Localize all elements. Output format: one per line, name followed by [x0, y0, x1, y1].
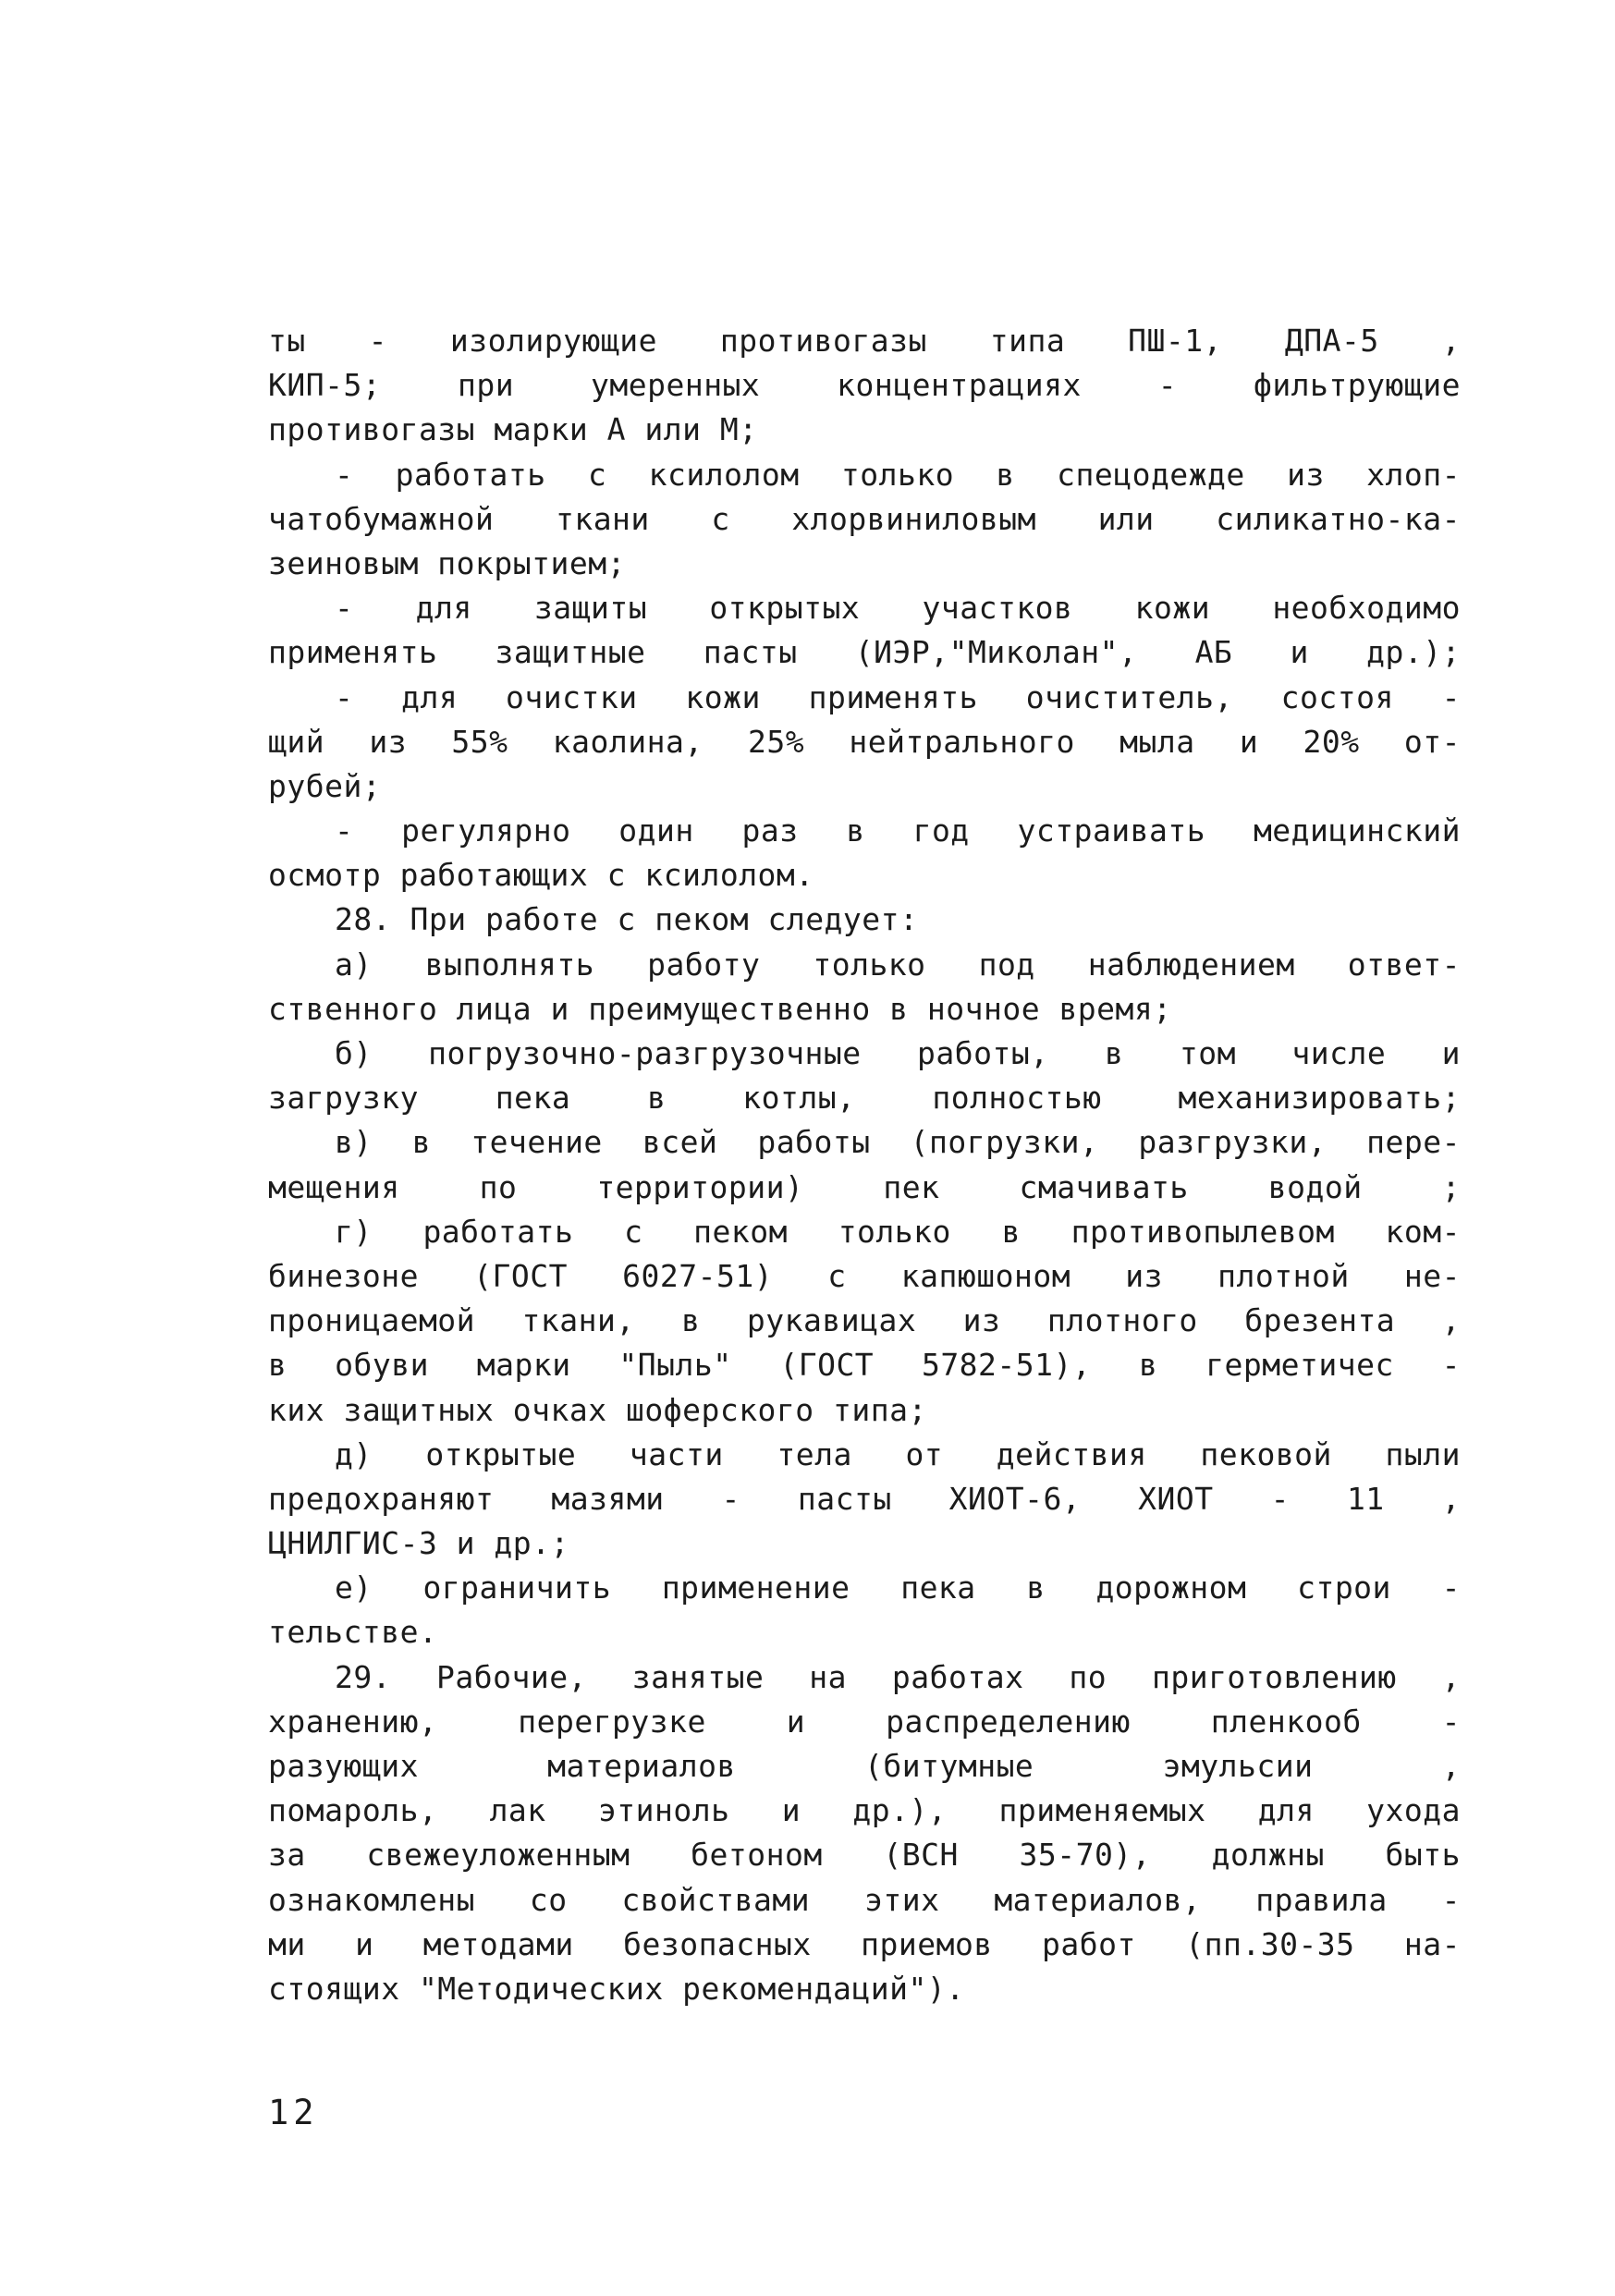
text-line: проницаемой ткани, в рукавицах из плотного брезента , — [268, 1302, 1461, 1339]
text-line: зеиновым покрытием; — [268, 544, 626, 581]
body-text — [268, 319, 1461, 2011]
text-line: - регулярно один раз в год устраивать медицинский — [335, 812, 1461, 849]
text-line: - работать с ксилолом только в спецодежде из хлоп- — [335, 456, 1461, 493]
text-line: за свежеуложенным бетоном (ВСН 35-70), должны быть — [268, 1837, 1461, 1874]
text-line: ственного лица и преимущественно в ночное время; — [268, 990, 1172, 1027]
text-line: осмотр работающих с ксилолом. — [268, 857, 814, 894]
text-line: помароль, лак этиноль и др.), применяемых для ухода — [268, 1792, 1461, 1829]
text-line: щий из 55% каолина, 25% нейтрального мыла и 20% от- — [268, 723, 1461, 760]
text-line: ЦНИЛГИС-3 и др.; — [268, 1525, 569, 1562]
text-line: чатобумажной ткани с хлорвиниловым или силикатно-ка- — [268, 500, 1461, 537]
text-line: д) открытые части тела от действия пековой пыли — [335, 1435, 1461, 1472]
text-line: в) в течение всей работы (погрузки, разгрузки, пере- — [335, 1124, 1461, 1161]
section-heading-28: 28. При работе с пеком следует: — [335, 901, 919, 938]
text-line: мещения по территории) пек смачивать водой ; — [268, 1168, 1461, 1205]
text-line: - для защиты открытых участков кожи необходимо — [335, 590, 1461, 627]
text-line: тельстве. — [268, 1614, 438, 1651]
section-heading-29: 29. Рабочие, занятые на работах по приготовлению , — [335, 1658, 1461, 1695]
text-line: ознакомлены со свойствами этих материалов, правила - — [268, 1881, 1461, 1918]
text-line: в обуви марки "Пыль" (ГОСТ 5782-51), в герметичес - — [268, 1347, 1461, 1384]
text-line: а) выполнять работу только под наблюдением ответ- — [335, 946, 1461, 983]
text-line: рубей; — [268, 767, 382, 804]
text-line: ты - изолирующие противогазы типа ПШ-1, ДПА-5 , — [268, 323, 1461, 359]
text-line: ких защитных очках шоферского типа; — [268, 1391, 927, 1428]
text-line: загрузку пека в котлы, полностью механизировать; — [268, 1080, 1461, 1117]
text-line: е) ограничить применение пека в дорожном строи - — [335, 1569, 1461, 1606]
text-line: - для очистки кожи применять очиститель, состоя - — [335, 678, 1461, 715]
text-line: разующих материалов (битумные эмульсии , — [268, 1748, 1461, 1784]
text-line: стоящих "Методических рекомендаций"). — [268, 1970, 965, 2007]
text-line: г) работать с пеком только в противопылевом ком- — [335, 1213, 1461, 1250]
text-line: ми и методами безопасных приемов работ (пп.30-35 на- — [268, 1925, 1461, 1962]
text-line: предохраняют мазями - пасты ХИОТ-6, ХИОТ - 11 , — [268, 1480, 1461, 1517]
page-number: 12 — [268, 2093, 319, 2132]
text-line: б) погрузочно-разгрузочные работы, в том числе и — [335, 1035, 1461, 1071]
text-line: применять защитные пасты (ИЭР,"Миколан", АБ и др.); — [268, 634, 1461, 671]
text-line: КИП-5; при умеренных концентрациях - фильтрующие — [268, 367, 1461, 404]
text-line: противогазы марки А или М; — [268, 411, 758, 448]
text-line: хранению, перегрузке и распределению пленкооб - — [268, 1703, 1461, 1740]
text-line: бинезоне (ГОСТ 6027-51) с капюшоном из плотной не- — [268, 1257, 1461, 1294]
